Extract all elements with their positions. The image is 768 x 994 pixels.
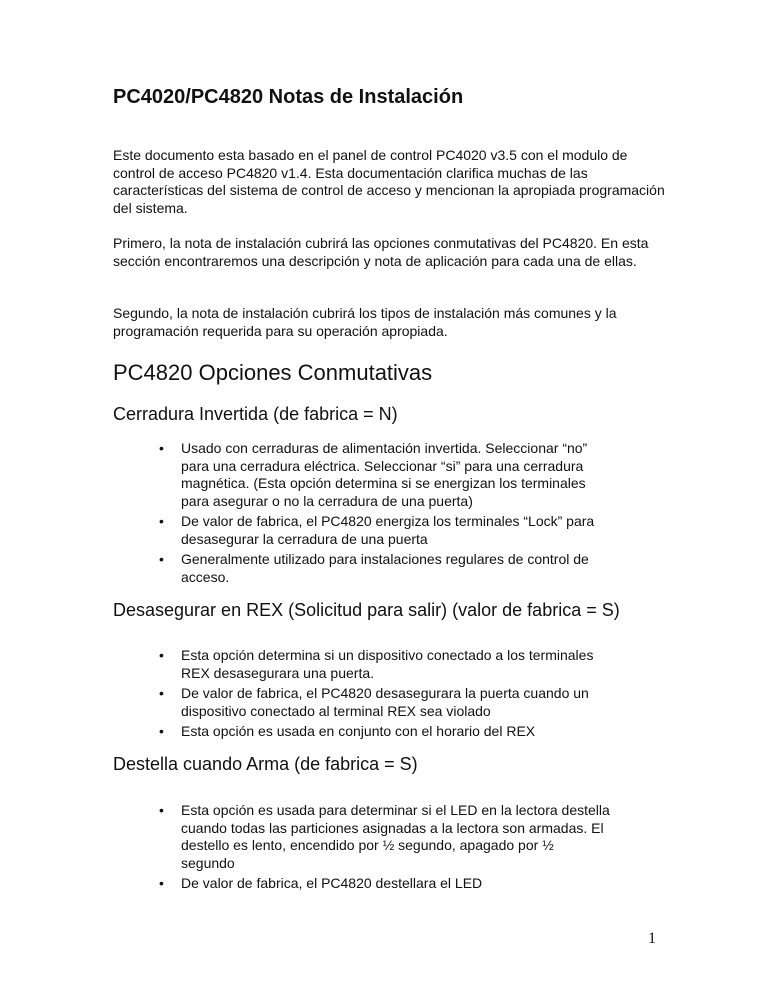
list-item: • De valor de fabrica, el PC4820 energiza los terminales “Lock” para desasegurar la cerradura de una puerta [113, 513, 611, 548]
intro-paragraph-2: Primero, la nota de instalación cubrirá las opciones conmutativas del PC4820. En esta sección encontraremos una descripción y nota de aplicación para cada una de ellas. [113, 235, 649, 269]
list-item: • Generalmente utilizado para instalaciones regulares de control de acceso. [113, 551, 611, 586]
page-number: 1 [648, 930, 656, 947]
subsection-heading-desasegurar-rex: Desasegurar en REX (Solicitud para salir) (valor de fabrica = S) [113, 600, 620, 620]
list-item: • Usado con cerraduras de alimentación invertida. Seleccionar “no” para una cerradura eléctrica. Seleccionar “si” para una cerradura magnética. (Esta opción determina si se energizan los terminales para asegurar o no la cerradura de una puerta) [113, 440, 611, 510]
list-item: • De valor de fabrica, el PC4820 desasegurara la puerta cuando un dispositivo conectado al terminal REX sea violado [113, 685, 611, 720]
intro-paragraph-3: Segundo, la nota de instalación cubrirá los tipos de instalación más comunes y la programación requerida para su operación apropiada. [113, 305, 617, 339]
list-item: • De valor de fabrica, el PC4820 destellara el LED [113, 875, 611, 893]
bullet-list-desasegurar-rex [113, 647, 673, 744]
intro-paragraph-1: Este documento esta basado en el panel de control PC4020 v3.5 con el modulo de control de acceso PC4820 v1.4. Esta documentación clarifica muchas de las características del sistema de control de acceso y mencionan la apropiada programación del sistema. [113, 147, 665, 216]
subsection-heading-cerradura-invertida: Cerradura Invertida (de fabrica = N) [113, 404, 398, 424]
list-item: • Esta opción determina si un dispositivo conectado a los terminales REX desasegurara una puerta. [113, 647, 611, 682]
section-heading: PC4820 Opciones Conmutativas [113, 360, 433, 385]
bullet-list-destella-arma [113, 802, 673, 896]
subsection-heading-destella-arma: Destella cuando Arma (de fabrica = S) [113, 754, 418, 774]
list-item: • Esta opción es usada en conjunto con el horario del REX [113, 723, 611, 741]
list-item: • Esta opción es usada para determinar si el LED en la lectora destella cuando todas las particiones asignadas a la lectora son armadas. El destello es lento, encendido por ½ segundo, apagado por ½ segundo [113, 802, 611, 872]
document-title: PC4020/PC4820 Notas de Instalación [113, 86, 464, 108]
bullet-list-cerradura-invertida [113, 440, 673, 589]
